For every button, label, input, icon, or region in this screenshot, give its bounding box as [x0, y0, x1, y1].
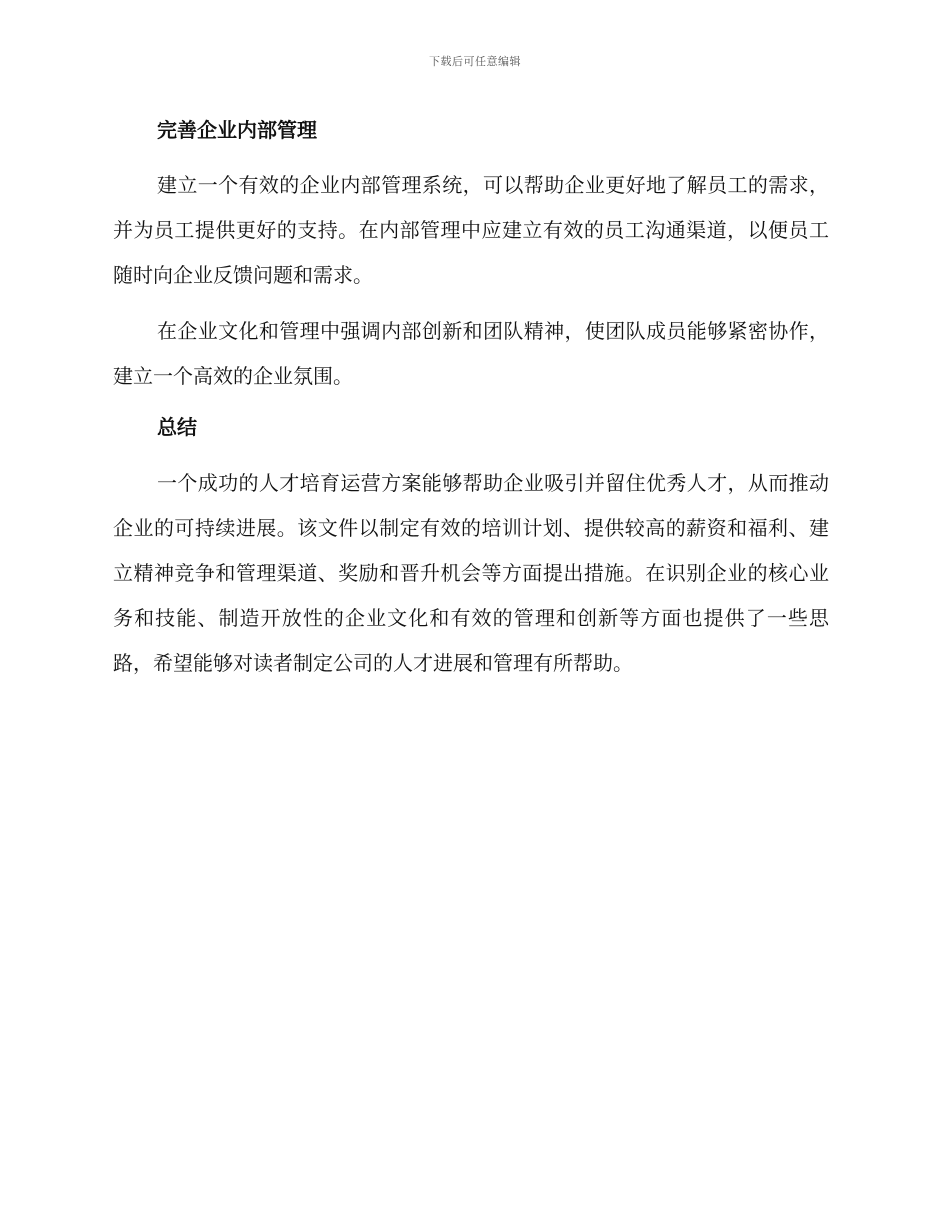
paragraph: 在企业文化和管理中强调内部创新和团队精神，使团队成员能够紧密协作，建立一个高效的企业氛围。 [113, 319, 829, 388]
paragraph: 建立一个有效的企业内部管理系统，可以帮助企业更好地了解员工的需求，并为员工提供更好的支持。在内部管理中应建立有效的员工沟通渠道，以便员工随时向企业反馈问题和需求。 [113, 173, 829, 287]
document-body [113, 116, 829, 686]
page-header: 下载后可任意编辑 [429, 55, 521, 68]
section-heading-summary: 总结 [157, 415, 197, 439]
paragraph: 一个成功的人才培育运营方案能够帮助企业吸引并留住优秀人才，从而推动企业的可持续进展。该文件以制定有效的培训计划、提供较高的薪资和福利、建立精神竞争和管理渠道、奖励和晋升机会等方面提出措施。在识别企业的核心业务和技能、制造开放性的企业文化和有效的管理和创新等方面也提供了一些思路，希望能够对读者制定公司的人才进展和管理有所帮助。 [113, 471, 829, 675]
section-heading-internal-management: 完善企业内部管理 [157, 118, 317, 142]
